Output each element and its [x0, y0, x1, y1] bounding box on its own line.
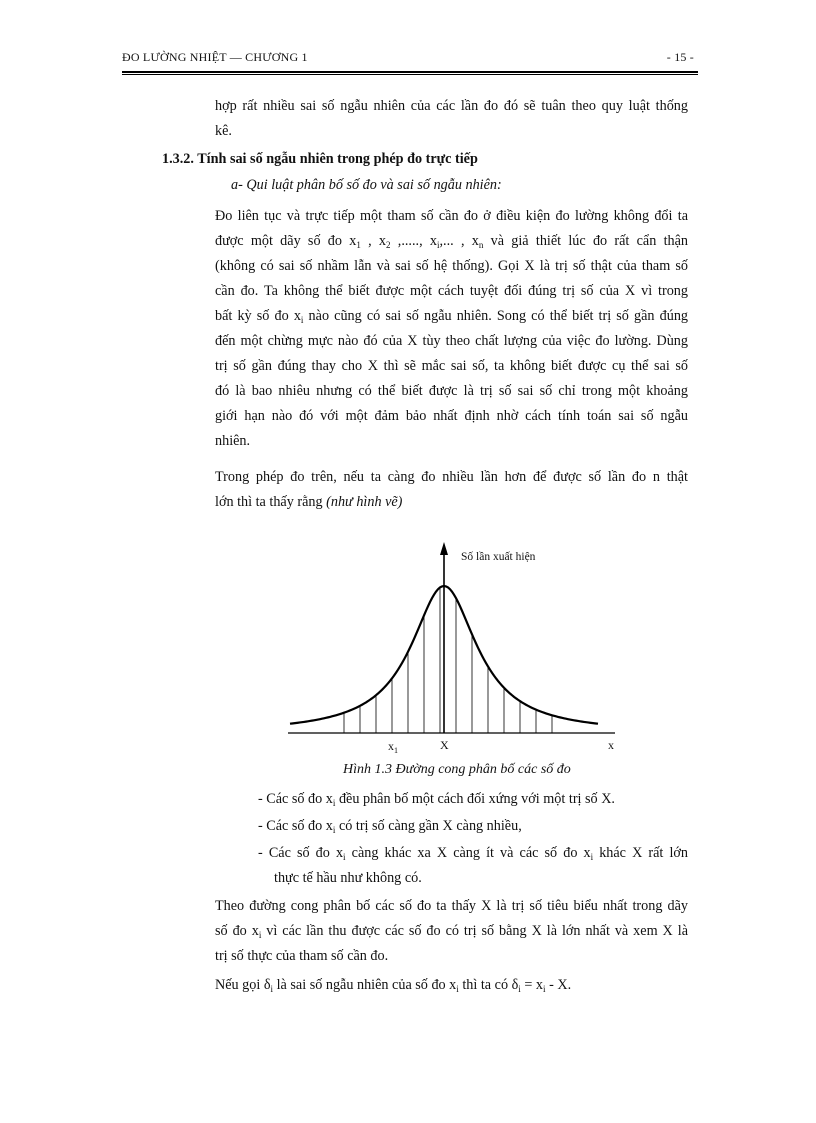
- x1-label: $x_1$: [388, 739, 398, 755]
- bullet-continuation: thực tế hầu như không có.: [274, 870, 422, 886]
- paragraph-line: (không có sai số nhầm lẫn và sai số hệ thống). Gọi X là trị số thật của tham số: [215, 258, 688, 274]
- paragraph-line: đó là bao nhiêu nhưng có thể biết được là trị số sai số chỉ trong một khoảng: [215, 383, 688, 399]
- y-axis-label: Số lần xuất hiện: [461, 551, 536, 563]
- paragraph-line: giới hạn nào đó với một đảm bảo nhất định nhờ cách tính toán sai số ngẫu: [215, 408, 688, 424]
- paragraph-line: kê.: [215, 123, 232, 139]
- paragraph-line: trị số gần đúng thay cho X thì sẽ mắc sai số, ta không biết được cụ thể sai số: [215, 358, 688, 374]
- distribution-figure: [280, 540, 620, 760]
- section-heading: 1.3.2. Tính sai số ngẫu nhiên trong phép đo trực tiếp: [162, 151, 478, 167]
- paragraph-line: hợp rất nhiều sai số ngẫu nhiên của các lần đo đó sẽ tuân theo quy luật thống: [215, 98, 688, 114]
- curve-hatch-lines: [344, 587, 552, 733]
- center-x-label: X: [440, 738, 449, 752]
- bullet-item: - Các số đo $x_i$ có trị số càng gần X càng nhiều,: [258, 818, 522, 835]
- figure-caption: Hình 1.3 Đường cong phân bố các số đo: [343, 762, 571, 777]
- paragraph-line: số đo $x_i$ vì các lần thu được các số đo có trị số bằng X là lớn nhất và xem X là: [215, 923, 688, 940]
- paragraph-line: được một dãy số đo $x_1$ , $x_2$ ,....., $x_i$,... , $x_n$ và giả thiết lúc đo rất cẩn thận: [215, 233, 689, 250]
- paragraph-line: Theo đường cong phân bố các số đo ta thấy X là trị số tiêu biểu nhất trong dãy: [215, 898, 688, 914]
- paragraph-line: bất kỳ số đo $x_i$ nào cũng có sai số ngẫu nhiên. Song có thể biết trị số gần đúng: [215, 308, 689, 325]
- header-divider: [122, 71, 698, 75]
- paragraph-line: Nếu gọi $\delta_i$ là sai số ngẫu nhiên của số đo $x_i$ thì ta có $\delta_i = x_i - X$.: [215, 977, 572, 994]
- paragraph-line: đến một chừng mực nào đó của X tùy theo chất lượng của việc đo lường. Dùng: [215, 333, 688, 349]
- y-axis-arrow: [440, 542, 448, 555]
- page-number: - 15 -: [666, 50, 694, 64]
- header-title: ĐO LƯỜNG NHIỆT — CHƯƠNG 1: [122, 50, 308, 64]
- bullet-item: - Các số đo $x_i$ đều phân bố một cách đối xứng với một trị số X.: [258, 791, 615, 808]
- paragraph-line: trị số thực của tham số cần đo.: [215, 948, 389, 964]
- paragraph-line: nhiên.: [215, 433, 251, 449]
- paragraph-line: Đo liên tục và trực tiếp một tham số cần đo ở điều kiện đo lường không đổi ta: [215, 208, 688, 224]
- x-axis-label: x: [608, 738, 614, 752]
- paragraph-line: lớn thì ta thấy rằng (như hình vẽ): [215, 494, 403, 510]
- paragraph-line: Trong phép đo trên, nếu ta càng đo nhiều lần hơn để được số lần đo n thật: [215, 469, 688, 485]
- bullet-item: - Các số đo $x_i$ càng khác xa X càng ít và các số đo $x_i$ khác X rất lớn: [258, 845, 688, 862]
- subsection-heading: a- Qui luật phân bố số đo và sai số ngẫu nhiên:: [231, 177, 502, 193]
- paragraph-line: cần đo. Ta không thể biết được một cách tuyệt đối đúng trị số của X vì trong: [215, 283, 688, 299]
